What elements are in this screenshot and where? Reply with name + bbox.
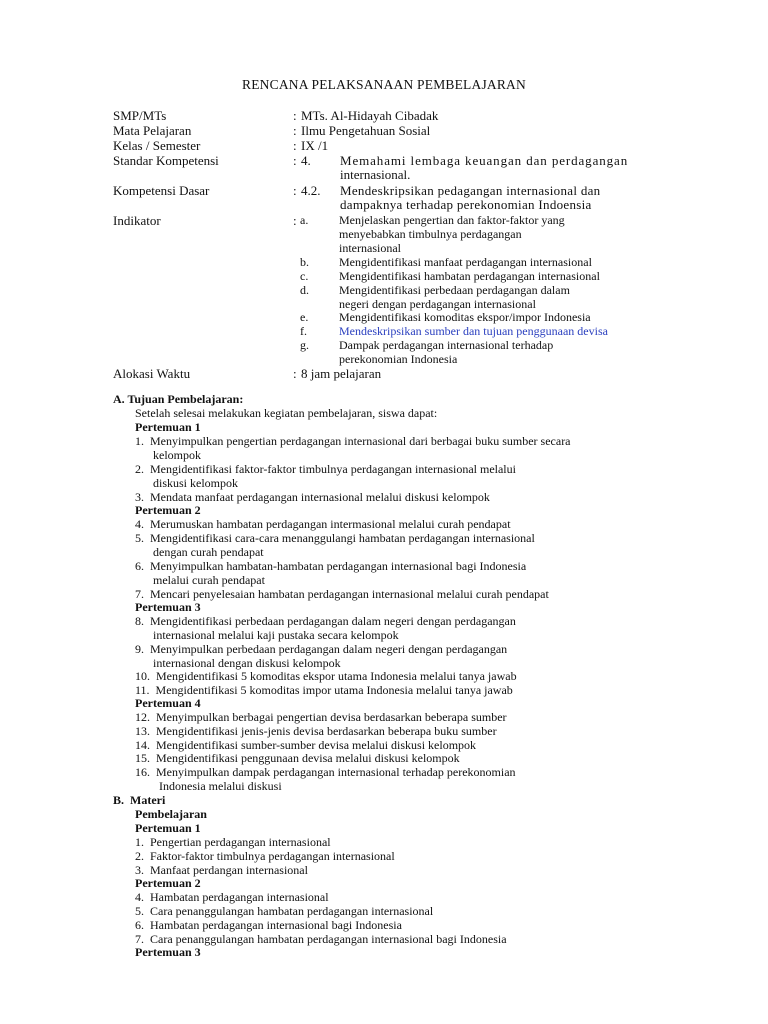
list-item: internasional dengan diskusi kelompok xyxy=(135,656,341,670)
indikator-text-highlighted: Mendeskripsikan sumber dan tujuan penggunaan devisa xyxy=(339,324,608,338)
list-item: 10. Mengidentifikasi 5 komoditas ekspor utama Indonesia melalui tanya jawab xyxy=(135,669,517,683)
indikator-letter: g. xyxy=(300,338,309,352)
list-item: 1. Pengertian perdagangan internasional xyxy=(135,835,331,849)
list-item: diskusi kelompok xyxy=(135,476,239,490)
header-label: Indikator xyxy=(113,213,161,228)
list-item: 2. Mengidentifikasi faktor-faktor timbulnya perdagangan internasional melalui xyxy=(135,462,516,476)
header-value-cont: dampaknya terhadap perekonomian Indoensia xyxy=(340,197,592,212)
indikator-text: Mengidentifikasi perbedaan perdagangan dalam xyxy=(339,283,570,297)
header-label: Mata Pelajaran xyxy=(113,123,192,138)
list-item: kelompok xyxy=(135,448,201,462)
materi-subheading: Pembelajaran xyxy=(135,807,207,821)
list-item: 16. Menyimpulkan dampak perdagangan internasional terhadap perekonomian xyxy=(135,765,516,779)
header-value: Memahami lembaga keuangan dan perdagangan xyxy=(340,153,629,168)
indikator-text: Mengidentifikasi manfaat perdagangan internasional xyxy=(339,255,592,269)
header-label: Kompetensi Dasar xyxy=(113,183,210,198)
colon: : xyxy=(293,366,297,381)
list-item: 13. Mengidentifikasi jenis-jenis devisa berdasarkan beberapa buku sumber xyxy=(135,724,497,738)
tujuan-intro: Setelah selesai melakukan kegiatan pembelajaran, siswa dapat: xyxy=(135,406,438,420)
list-item: 5. Mengidentifikasi cara-cara menanggulangi hambatan perdagangan internasional xyxy=(135,531,535,545)
list-item: 3. Mendata manfaat perdagangan internasional melalui diskusi kelompok xyxy=(135,490,490,504)
list-item: Indonesia melalui diskusi xyxy=(135,779,282,793)
indikator-text: menyebabkan timbulnya perdagangan xyxy=(339,227,522,241)
indikator-letter: b. xyxy=(300,255,309,269)
list-item: 3. Manfaat perdangan internasional xyxy=(135,863,308,877)
section-heading-materi: B. Materi xyxy=(113,793,166,807)
colon: : xyxy=(293,138,297,153)
list-item: 4. Merumuskan hambatan perdagangan intermasional melalui curah pendapat xyxy=(135,517,511,531)
meeting-heading: Pertemuan 4 xyxy=(135,696,201,710)
indikator-letter: f. xyxy=(300,324,307,338)
list-item: dengan curah pendapat xyxy=(135,545,264,559)
list-item: 1. Menyimpulkan pengertian perdagangan internasional dari berbagai buku sumber secara xyxy=(135,434,571,448)
header-label: Standar Kompetensi xyxy=(113,153,219,168)
header-label: Alokasi Waktu xyxy=(113,366,191,381)
indikator-text: Dampak perdagangan internasional terhadap xyxy=(339,338,554,352)
meeting-heading: Pertemuan 1 xyxy=(135,821,201,835)
header-label: SMP/MTs xyxy=(113,108,167,123)
colon: : xyxy=(293,108,297,123)
meeting-heading: Pertemuan 3 xyxy=(135,600,201,614)
indikator-text: Mengidentifikasi komoditas ekspor/impor Indonesia xyxy=(339,310,591,324)
header-value: MTs. Al-Hidayah Cibadak xyxy=(301,108,439,123)
indikator-text: negeri dengan perdagangan internasional xyxy=(339,297,536,311)
header-value: IX /1 xyxy=(301,138,329,153)
meeting-heading: Pertemuan 3 xyxy=(135,945,201,959)
indikator-letter: d. xyxy=(300,283,309,297)
list-item: 14. Mengidentifikasi sumber-sumber devisa melalui diskusi kelompok xyxy=(135,738,477,752)
colon: : xyxy=(293,183,297,198)
list-item: 9. Menyimpulkan perbedaan perdagangan dalam negeri dengan perdagangan xyxy=(135,642,508,656)
header-value: Ilmu Pengetahuan Sosial xyxy=(301,123,431,138)
list-item: 6. Hambatan perdagangan internasional bagi Indonesia xyxy=(135,918,402,932)
header-value-cont: internasional. xyxy=(340,167,411,182)
indikator-letter: e. xyxy=(300,310,309,324)
colon: : xyxy=(293,153,297,168)
list-item: 15. Mengidentifikasi penggunaan devisa melalui diskusi kelompok xyxy=(135,751,460,765)
list-item: 7. Cara penanggulangan hambatan perdagangan internasional bagi Indonesia xyxy=(135,932,507,946)
indikator-letter: a. xyxy=(300,213,309,227)
list-item: melalui curah pendapat xyxy=(135,573,265,587)
indikator-text: perekonomian Indonesia xyxy=(339,352,458,366)
header-value: 8 jam pelajaran xyxy=(301,366,382,381)
indikator-text: Menjelaskan pengertian dan faktor-faktor yang xyxy=(339,213,565,227)
list-item: 6. Menyimpulkan hambatan-hambatan perdagangan internasional bagi Indonesia xyxy=(135,559,527,573)
list-item: 7. Mencari penyelesaian hambatan perdagangan internasional melalui curah pendapat xyxy=(135,587,549,601)
meeting-heading: Pertemuan 2 xyxy=(135,876,201,890)
document-title: RENCANA PELAKSANAAN PEMBELAJARAN xyxy=(242,77,526,92)
indikator-text: internasional xyxy=(339,241,401,255)
meeting-heading: Pertemuan 2 xyxy=(135,503,201,517)
indikator-letter: c. xyxy=(300,269,309,283)
list-item: 4. Hambatan perdagangan internasional xyxy=(135,890,329,904)
meeting-heading: Pertemuan 1 xyxy=(135,420,201,434)
section-heading-tujuan: A. Tujuan Pembelajaran: xyxy=(113,392,244,406)
list-item: 12. Menyimpulkan berbagai pengertian devisa berdasarkan beberapa sumber xyxy=(135,710,507,724)
list-item: 5. Cara penanggulangan hambatan perdagangan internasional xyxy=(135,904,434,918)
indikator-text: Mengidentifikasi hambatan perdagangan internasional xyxy=(339,269,600,283)
list-item: 11. Mengidentifikasi 5 komoditas impor utama Indonesia melalui tanya jawab xyxy=(135,683,513,697)
header-number: 4. xyxy=(301,153,311,168)
colon: : xyxy=(293,123,297,138)
list-item: 2. Faktor-faktor timbulnya perdagangan internasional xyxy=(135,849,395,863)
header-label: Kelas / Semester xyxy=(113,138,201,153)
header-value: Mendeskripsikan pedagangan internasional dan xyxy=(340,183,601,198)
list-item: internasional melalui kaji pustaka secara kelompok xyxy=(135,628,399,642)
header-number: 4.2. xyxy=(301,183,321,198)
colon: : xyxy=(293,213,297,228)
list-item: 8. Mengidentifikasi perbedaan perdagangan dalam negeri dengan perdagangan xyxy=(135,614,516,628)
